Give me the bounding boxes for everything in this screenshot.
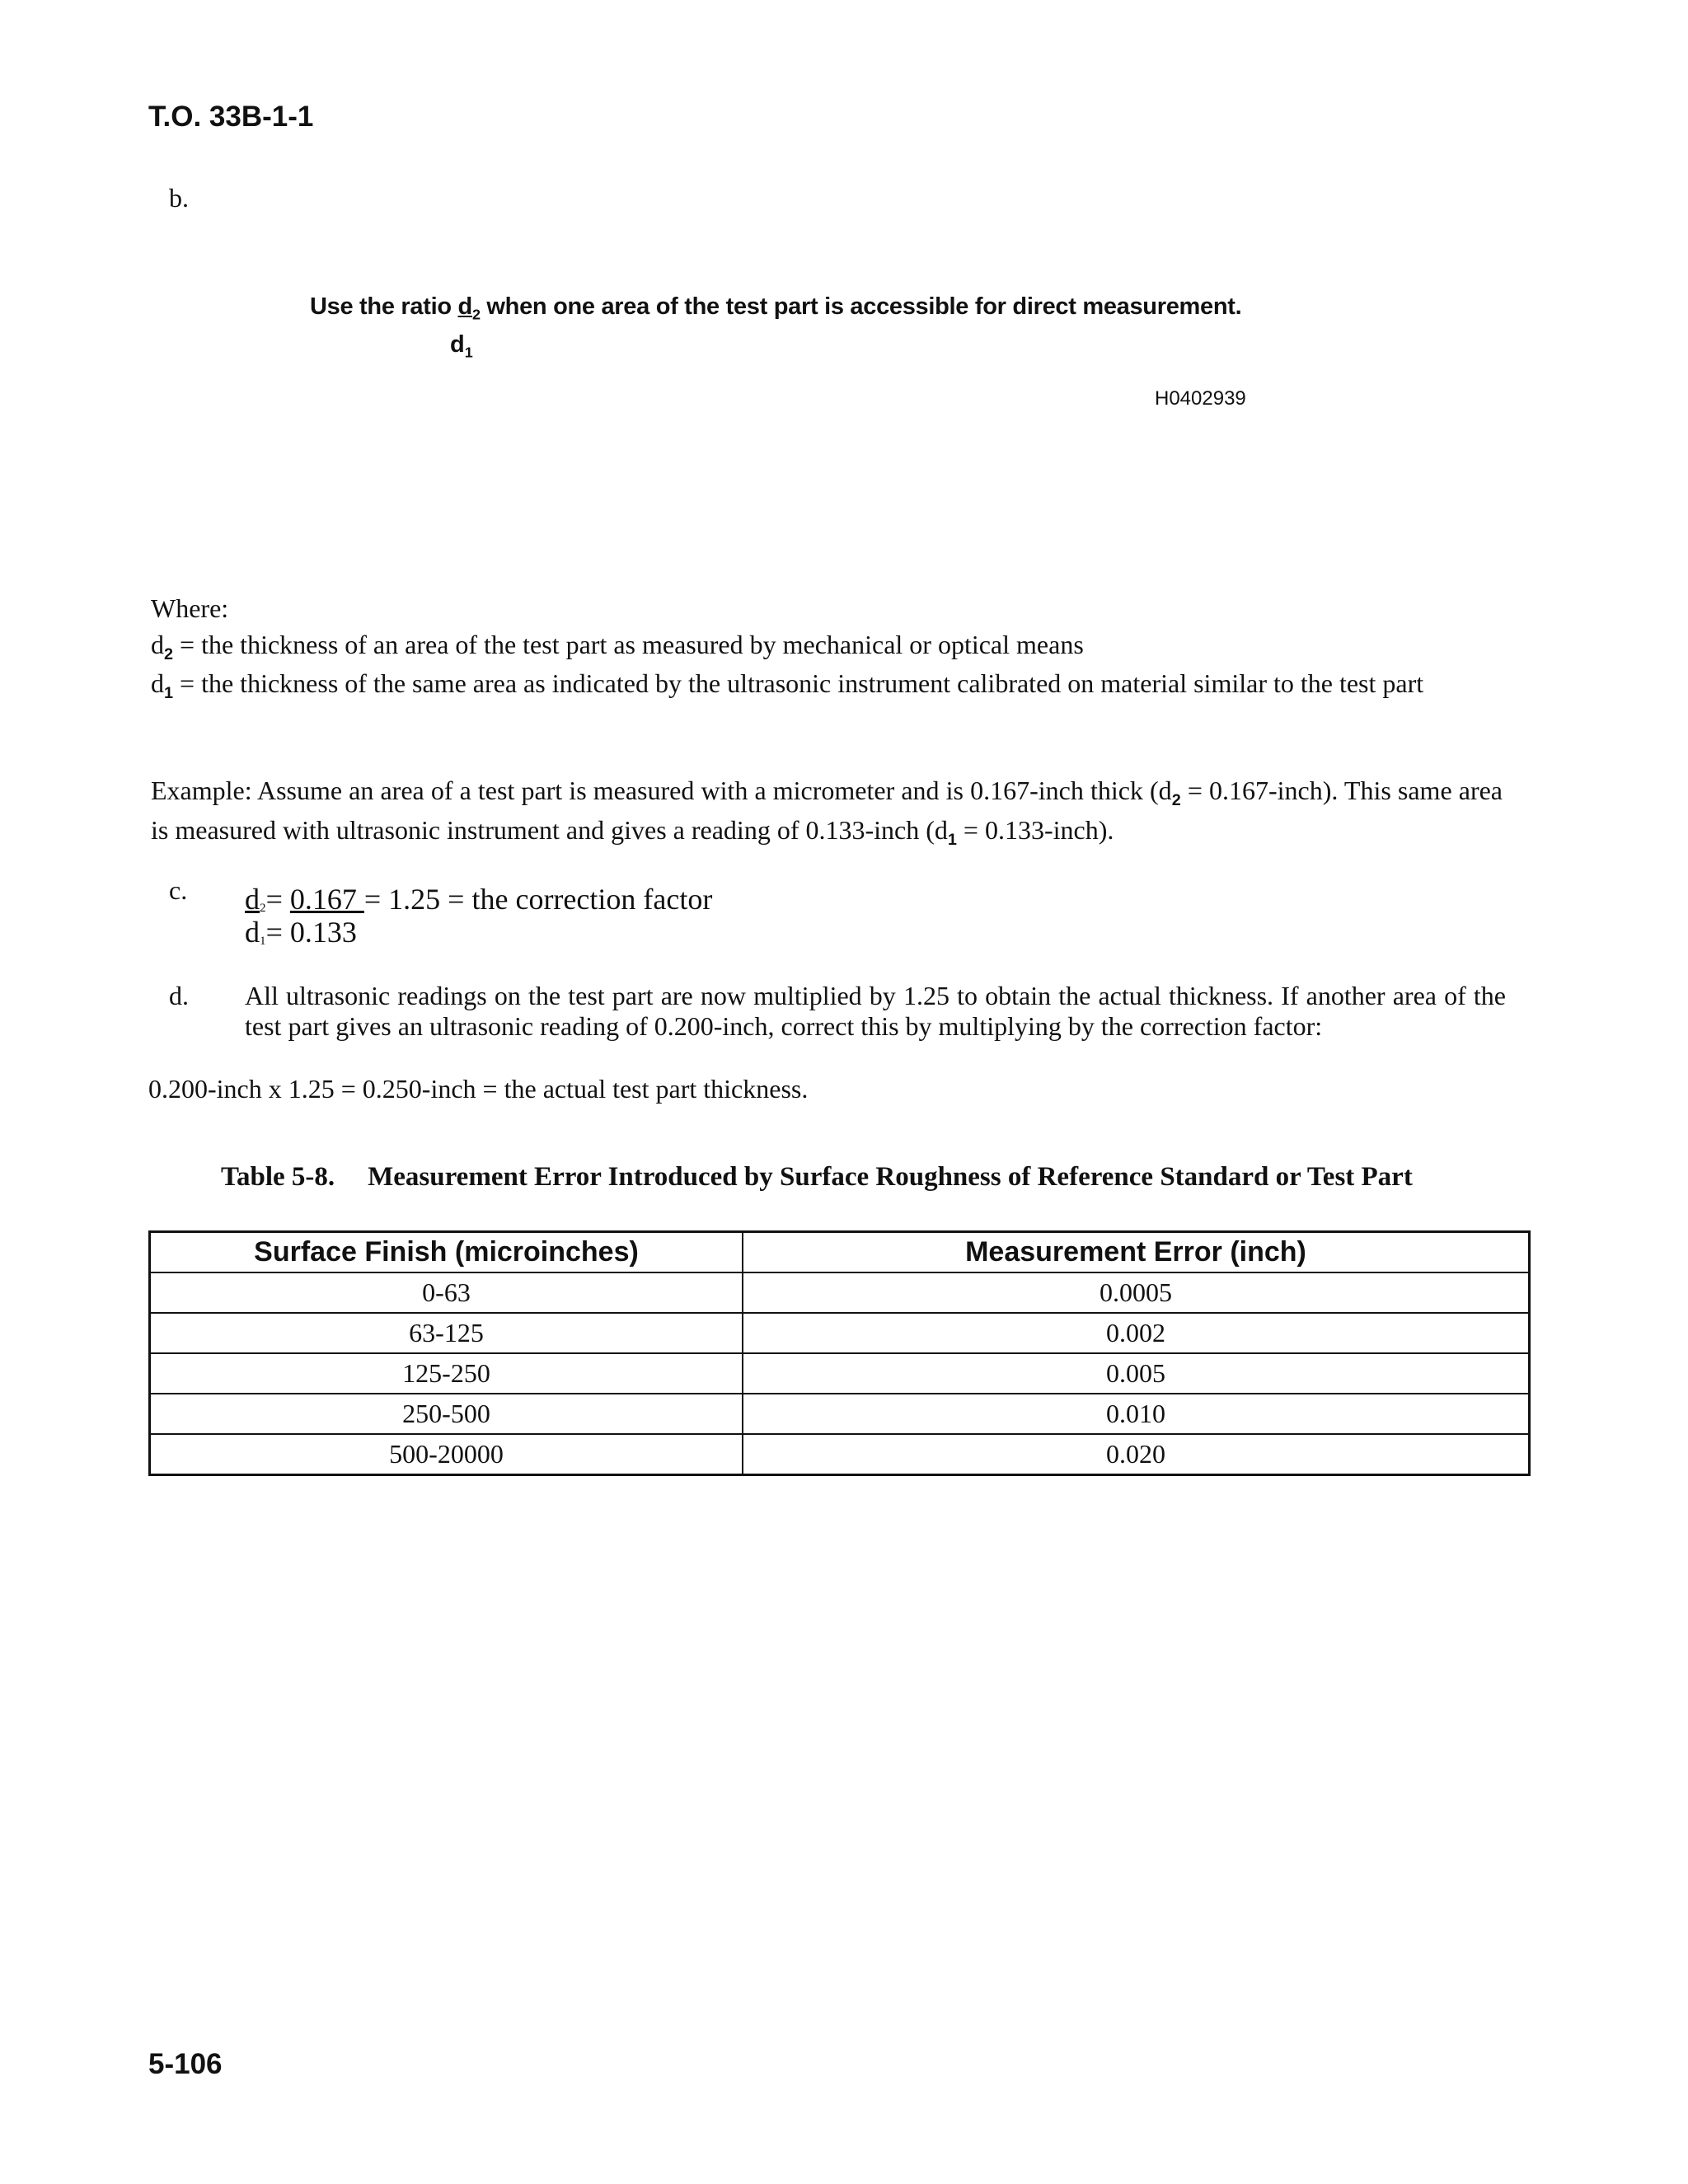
- table-row: [150, 1434, 1530, 1475]
- column-header-measurement-error: Measurement Error (inch): [743, 1232, 1530, 1273]
- figure-numerator: $d_2$: [457, 293, 481, 323]
- table-row: [150, 1272, 1530, 1313]
- where-label: Where:: [151, 593, 229, 623]
- column-header-surface-finish: Surface Finish (microinches): [150, 1232, 743, 1273]
- step-d-label: d.: [169, 981, 189, 1010]
- page-number: 5-106: [148, 2048, 223, 2080]
- step-d-text: All ultrasonic readings on the test part are now multiplied by 1.25 to obtain the actual thickness. If another area of the test part gives an ultrasonic reading of 0.200-inch, correct this by multiplying by the correction factor:: [245, 981, 1506, 1041]
- table-row: [150, 1353, 1530, 1394]
- document-header-title: T.O. 33B-1-1: [148, 101, 314, 133]
- figure-ratio-text: [310, 293, 1241, 323]
- equation-top-line: $d_2= 0.167 = 1.25$ = the correction factor: [245, 883, 713, 916]
- table-row: [150, 1313, 1530, 1353]
- table-cell: 125-250: [150, 1353, 743, 1394]
- calculation-line: 0.200-inch x 1.25 = 0.250-inch = the actual test part thickness.: [148, 1074, 809, 1104]
- where-d1-definition: $d_1$ = the thickness of the same area as indicated by the ultrasonic instrument calibrated on material similar to the test part: [151, 668, 1424, 702]
- measurement-error-table: [148, 1230, 1531, 1476]
- table-cell: 0.002: [743, 1313, 1530, 1353]
- figure-denominator: $d_1$: [450, 331, 473, 361]
- table-caption: [221, 1162, 1413, 1193]
- figure-text-before: Use the ratio: [310, 293, 458, 320]
- table-header-row: [150, 1232, 1530, 1273]
- equation-top-symbol: $d_2$: [245, 883, 266, 916]
- table-cell: 0.005: [743, 1353, 1530, 1394]
- example-paragraph: Example: Assume an area of a test part is measured with a micrometer and is 0.167-inch thick ($d_2$ = 0.167-inch). This same area is measured with ultrasonic instrument and gives a reading of 0.133-inch ($d_1$ = 0.133-inch).: [151, 776, 1503, 849]
- table-cell: 0.0005: [743, 1272, 1530, 1313]
- table-cell: 0.010: [743, 1394, 1530, 1434]
- table-caption-title: Measurement Error Introduced by Surface Roughness of Reference Standard or Test Part: [368, 1162, 1413, 1192]
- table-cell: 250-500: [150, 1394, 743, 1434]
- equation-top-value: 0.167: [289, 883, 364, 916]
- table-cell: 63-125: [150, 1313, 743, 1353]
- table-cell: 0.020: [743, 1434, 1530, 1475]
- figure-text-after: when one area of the test part is accessible for direct measurement.: [480, 293, 1242, 320]
- table-cell: 0-63: [150, 1272, 743, 1313]
- step-b-label: b.: [169, 183, 189, 213]
- table-caption-number: Table 5-8.: [221, 1162, 335, 1192]
- where-d2-definition: $d_2$ = the thickness of an area of the test part as measured by mechanical or optical means: [151, 630, 1084, 663]
- figure-id: H0402939: [1155, 387, 1246, 410]
- table-row: [150, 1394, 1530, 1434]
- step-c-label: c.: [169, 875, 188, 905]
- table-cell: 500-20000: [150, 1434, 743, 1475]
- equation-bottom-line: $d_1= 0.133$: [245, 916, 357, 949]
